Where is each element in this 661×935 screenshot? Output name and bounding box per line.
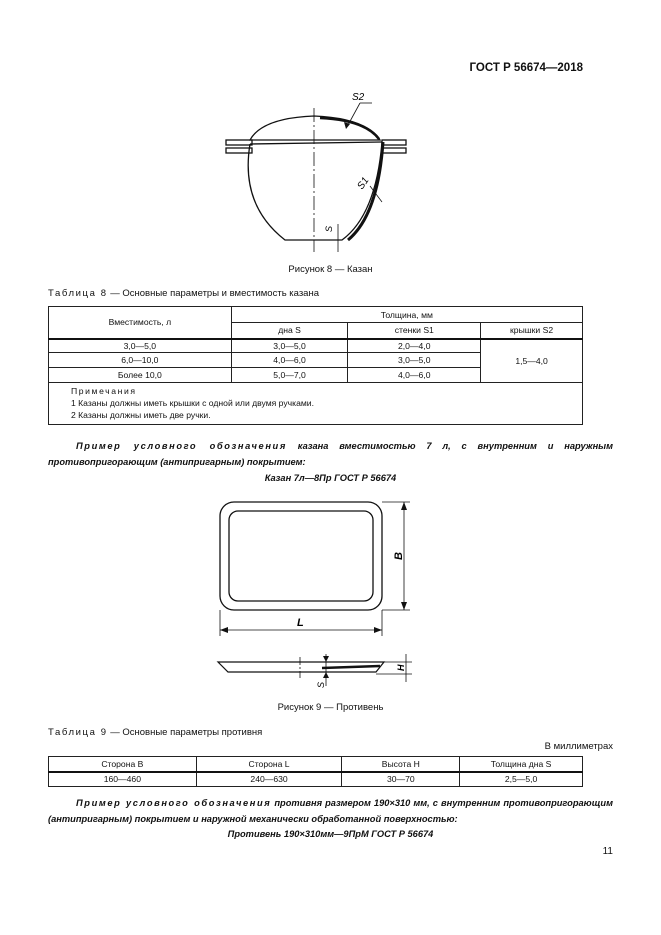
kazan-lid — [250, 116, 380, 140]
left-handle-lower — [226, 148, 252, 153]
header-thickness-s: Толщина дна S — [460, 757, 583, 772]
table-9 — [48, 756, 583, 787]
table-9-title: Таблица 9 — Основные параметры противня — [48, 727, 263, 738]
table-row: Более 10,0 5,0—7,0 4,0—6,0 — [49, 368, 583, 383]
table-row: 6,0—10,0 4,0—6,0 3,0—5,0 — [49, 353, 583, 368]
figure-9-caption: Рисунок 9 — Противень — [277, 702, 384, 713]
left-handle-upper — [226, 140, 252, 145]
figure-8-caption: Рисунок 8 — Казан — [288, 264, 373, 275]
label-h: H — [396, 664, 406, 671]
header-side-b: Сторона B — [49, 757, 197, 772]
label-s1: S1 — [355, 175, 372, 192]
header-lid: крышки S2 — [481, 323, 583, 339]
right-handle-upper — [382, 140, 406, 145]
table-8 — [48, 306, 583, 425]
label-s: S — [324, 225, 334, 232]
lid-value: 1,5—4,0 — [481, 339, 583, 383]
label-s-tray: S — [316, 681, 326, 688]
example-1-paragraph: Пример условного обозначения казана вместимостью 7 л, с внутренним и наружным противопригорающим (антипригарным) покрытием: — [48, 441, 613, 467]
example-2-paragraph: Пример условного обозначения противня размером 190×310 мм, с внутренним противопригорающим (антипригарным) покрытием и наружной механически обработанной поверхностью: — [48, 798, 613, 824]
document-code: ГОСТ Р 56674—2018 — [469, 62, 583, 74]
table-row: 3,0—5,0 3,0—5,0 2,0—4,0 1,5—4,0 — [49, 339, 583, 353]
header-wall: стенки S1 — [348, 323, 481, 339]
example-2-designation: Противень 190×310мм—9ПрМ ГОСТ Р 56674 — [227, 829, 434, 839]
figure-8-kazan-drawing — [0, 0, 661, 280]
label-l: L — [297, 617, 304, 629]
figure-9-tray-drawing — [0, 490, 661, 695]
table-8-title: Таблица 8 — Основные параметры и вместимость казана — [48, 288, 319, 299]
notes-title: Примечания — [71, 386, 137, 396]
example-1-designation: Казан 7л—8Пр ГОСТ Р 56674 — [264, 473, 397, 483]
page-number: 11 — [602, 846, 613, 857]
table-9-units: В миллиметрах — [544, 741, 613, 752]
note-2: 2 Казаны должны иметь две ручки. — [71, 410, 211, 420]
header-capacity: Вместимость, л — [49, 307, 232, 339]
header-thickness: Толщина, мм — [231, 307, 582, 323]
tray-inner-rim — [229, 511, 373, 601]
header-height-h: Высота H — [342, 757, 460, 772]
right-handle-lower — [382, 148, 406, 153]
table-notes — [49, 383, 583, 425]
table-row: 160—460 240—630 30—70 2,5—5,0 — [49, 772, 583, 787]
header-bottom: дна S — [231, 323, 348, 339]
header-side-l: Сторона L — [196, 757, 342, 772]
label-b: B — [393, 552, 405, 560]
note-1: 1 Казаны должны иметь крышки с одной или двумя ручками. — [71, 398, 314, 408]
tray-outer-rim — [220, 502, 382, 610]
label-s2: S2 — [352, 92, 365, 103]
